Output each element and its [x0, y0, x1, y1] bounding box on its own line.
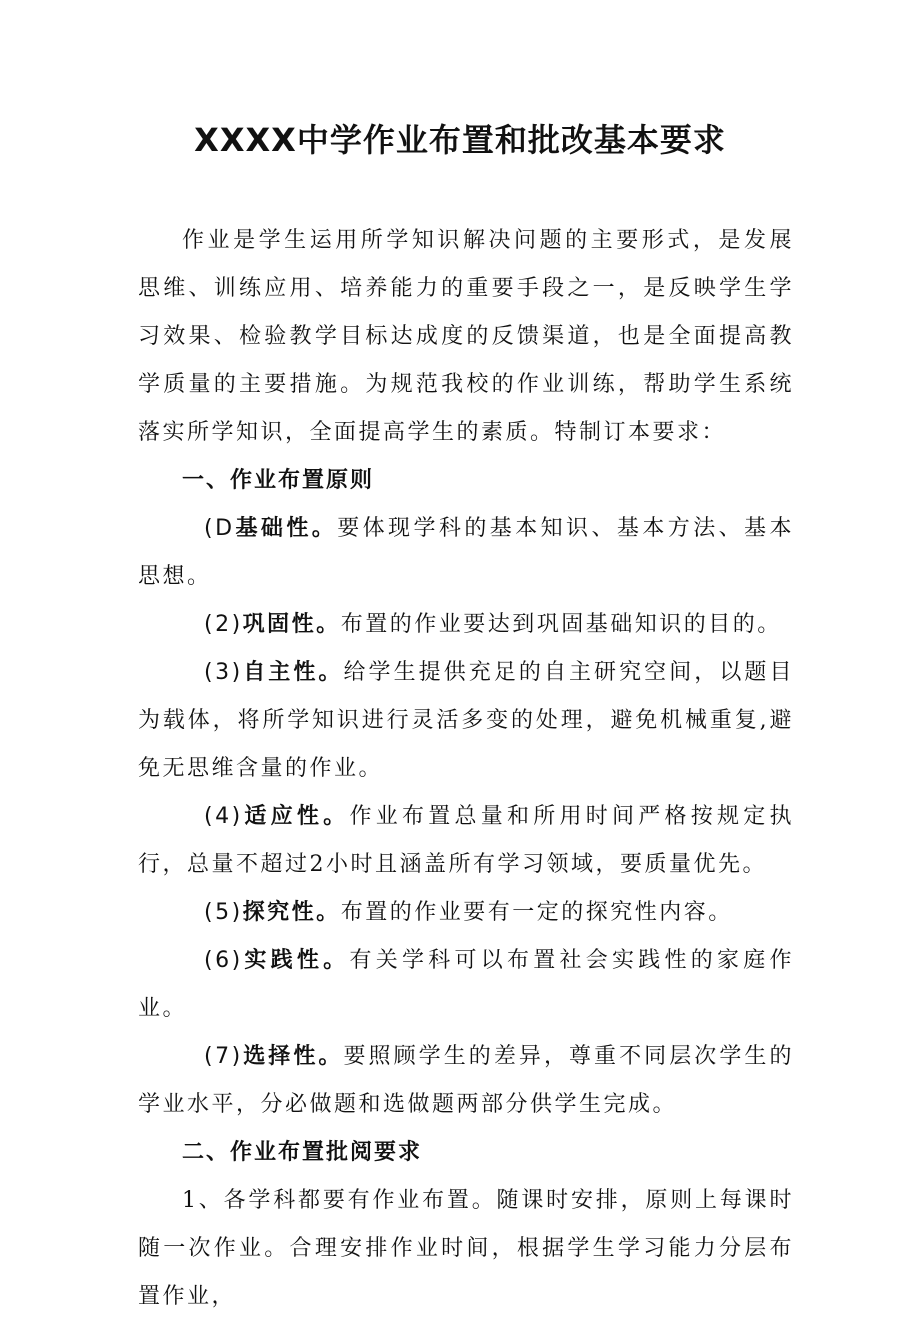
item-number: (3)	[204, 660, 243, 685]
requirement-paragraph: 1、各学科都要有作业布置。随课时安排，原则上每课时随一次作业。合理安排作业时间，根据学生学习能力分层布置作业，	[138, 1188, 794, 1309]
item-number: (2)	[204, 612, 243, 637]
item-text: 作业布置总量和所用时间严格按规定执行，总量不超过2小时且涵盖所有学习领域，要质量优先。	[138, 804, 794, 877]
item-keyword: 巩固性。	[242, 612, 341, 637]
item-keyword: 基础性。	[234, 516, 338, 541]
document-body	[138, 217, 794, 1321]
item-keyword: 适应性。	[242, 804, 350, 829]
item-keyword: 探究性。	[242, 900, 341, 925]
principle-item	[138, 649, 794, 793]
item-text: 给学生提供充足的自主研究空间，以题目为载体，将所学知识进行灵活多变的处理，避免机械重复,避免无思维含量的作业。	[138, 660, 794, 781]
item-text: 布置的作业要有一定的探究性内容。	[340, 900, 733, 925]
principle-item	[138, 1033, 794, 1129]
principle-item	[138, 505, 794, 601]
item-number: (7)	[204, 1044, 243, 1069]
principle-item	[138, 793, 794, 889]
item-number: (4)	[204, 804, 243, 829]
intro-paragraph: 作业是学生运用所学知识解决问题的主要形式，是发展思维、训练应用、培养能力的重要手段之一，是反映学生学习效果、检验教学目标达成度的反馈渠道，也是全面提高教学质量的主要措施。为规范我校的作业训练，帮助学生系统落实所学知识，全面提高学生的素质。特制订本要求：	[138, 228, 794, 445]
section-heading-principles: 一、作业布置原则	[182, 468, 375, 493]
item-text: 有关学科可以布置社会实践性的家庭作业。	[138, 948, 794, 1021]
document-title: XXXX中学作业布置和批改基本要求	[194, 121, 726, 159]
principle-item	[138, 601, 794, 649]
item-number: (5)	[204, 900, 243, 925]
item-keyword: 自主性。	[242, 660, 344, 685]
principle-item	[138, 937, 794, 1033]
principle-item	[138, 889, 794, 937]
item-number: (D	[204, 516, 235, 541]
item-text: 要体现学科的基本知识、基本方法、基本思想。	[138, 516, 794, 589]
item-text: 要照顾学生的差异，尊重不同层次学生的学业水平，分必做题和选做题两部分供学生完成。	[138, 1044, 794, 1117]
item-keyword: 选择性。	[242, 1044, 344, 1069]
item-text: 布置的作业要达到巩固基础知识的目的。	[340, 612, 782, 637]
item-keyword: 实践性。	[242, 948, 350, 973]
item-number: (6)	[204, 948, 243, 973]
section-heading-requirements: 二、作业布置批阅要求	[182, 1140, 423, 1165]
